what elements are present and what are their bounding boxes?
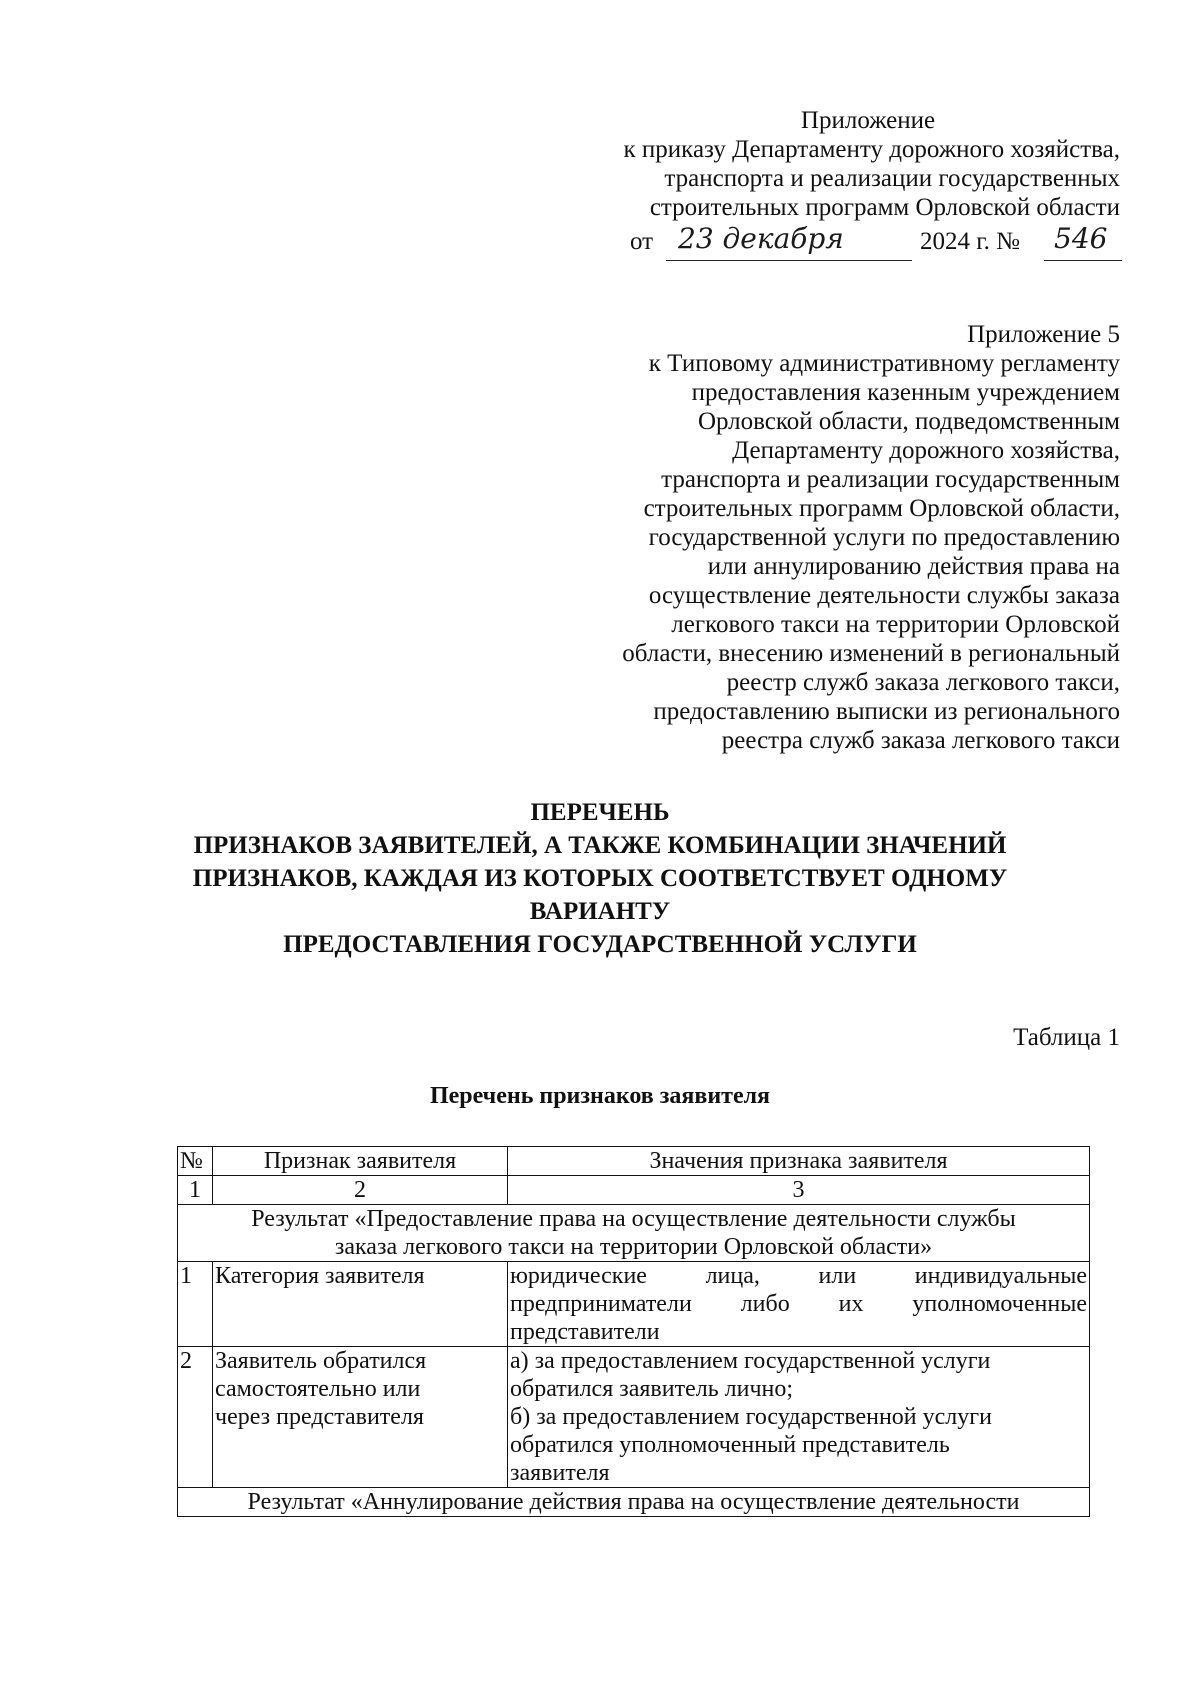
value-line: обратился уполномоченный представитель — [510, 1432, 950, 1458]
date-prefix: от — [630, 228, 654, 255]
feature-line: самостоятельно или — [215, 1376, 421, 1402]
appendix-5-line: Орловской области, подведомственным — [697, 408, 1120, 435]
table-row — [178, 1262, 1090, 1347]
appendix-5-line: Департаменту дорожного хозяйства, — [732, 437, 1120, 464]
appendix-5-reference — [580, 320, 1120, 755]
date-underline — [666, 260, 912, 261]
row-feature: Категория заявителя — [213, 1262, 508, 1347]
order-reference-title: Приложение — [800, 107, 936, 134]
order-date-line — [630, 222, 1122, 262]
appendix-5-line: к Типовому административному регламенту — [648, 350, 1120, 377]
order-reference-line: к приказу Департаменту дорожного хозяйства, — [623, 136, 1120, 163]
order-reference-line: строительных программ Орловской области — [649, 194, 1120, 221]
table-row — [178, 1347, 1090, 1488]
applicant-features-table — [177, 1146, 1090, 1517]
feature-line: Заявитель обратился — [215, 1348, 427, 1374]
section-title-line: Результат «Предоставление права на осуществление деятельности службы — [251, 1206, 1016, 1232]
table-title: Перечень признаков заявителя — [429, 1083, 771, 1109]
appendix-5-line: или аннулированию действия права на — [707, 553, 1120, 580]
appendix-5-line: предоставлению выписки из регионального — [653, 698, 1120, 725]
appendix-5-line: реестра служб заказа легкового такси — [721, 727, 1120, 754]
document-heading — [120, 796, 1080, 961]
section-row — [178, 1205, 1090, 1262]
heading-line: ВАРИАНТУ — [529, 898, 671, 925]
handwritten-date: 23 декабря — [678, 222, 844, 255]
value-line: предприниматели либо их уполномоченные — [510, 1291, 1087, 1317]
value-line: представители — [510, 1319, 660, 1345]
header-number: № — [178, 1147, 213, 1176]
column-number: 1 — [178, 1176, 213, 1205]
row-feature — [213, 1347, 508, 1488]
feature-line: через представителя — [215, 1404, 424, 1430]
value-line: обратился заявитель лично; — [510, 1376, 794, 1402]
heading-line: ПРИЗНАКОВ, КАЖДАЯ ИЗ КОТОРЫХ СООТВЕТСТВУЕТ ОДНОМУ — [192, 865, 1008, 892]
appendix-5-line: строительных программ Орловской области, — [643, 495, 1120, 522]
value-line: юридические лица, или индивидуальные — [510, 1263, 1087, 1289]
appendix-5-line: легкового такси на территории Орловской — [671, 611, 1120, 638]
table-header-row — [178, 1147, 1090, 1176]
handwritten-number: 546 — [1054, 222, 1108, 255]
section-title — [178, 1205, 1090, 1262]
value-line: а) за предоставлением государственной услуги — [510, 1348, 991, 1374]
number-underline — [1044, 260, 1122, 261]
row-number: 2 — [178, 1347, 213, 1488]
value-line: б) за предоставлением государственной услуги — [510, 1404, 992, 1430]
table-caption: Таблица 1 — [1013, 1024, 1120, 1051]
appendix-5-line: государственной услуги по предоставлению — [648, 524, 1120, 551]
heading-line: ПЕРЕЧЕНЬ — [530, 799, 670, 826]
row-values — [508, 1347, 1090, 1488]
appendix-5-line: предоставления казенным учреждением — [691, 379, 1120, 406]
appendix-5-line: транспорта и реализации государственным — [661, 466, 1120, 493]
order-reference — [560, 106, 1120, 222]
row-number: 1 — [178, 1262, 213, 1347]
appendix-5-line: осуществление деятельности службы заказа — [648, 582, 1120, 609]
section-title: Результат «Аннулирование действия права на осуществление деятельности — [178, 1488, 1090, 1517]
order-year: 2024 г. № — [920, 228, 1021, 255]
appendix-5-line: области, внесению изменений в региональный — [622, 640, 1120, 667]
column-number: 3 — [508, 1176, 1090, 1205]
heading-line: ПРЕДОСТАВЛЕНИЯ ГОСУДАРСТВЕННОЙ УСЛУГИ — [283, 931, 917, 958]
table-numbering-row — [178, 1176, 1090, 1205]
header-feature: Признак заявителя — [213, 1147, 508, 1176]
value-line: заявителя — [510, 1460, 610, 1486]
column-number: 2 — [213, 1176, 508, 1205]
section-title-line: заказа легкового такси на территории Орловской области» — [334, 1234, 933, 1260]
heading-line: ПРИЗНАКОВ ЗАЯВИТЕЛЕЙ, А ТАКЖЕ КОМБИНАЦИИ ЗНАЧЕНИЙ — [193, 832, 1007, 859]
section-row — [178, 1488, 1090, 1517]
header-values: Значения признака заявителя — [508, 1147, 1090, 1176]
row-values — [508, 1262, 1090, 1347]
appendix-5-line: реестр служб заказа легкового такси, — [726, 669, 1120, 696]
appendix-5-title: Приложение 5 — [967, 321, 1120, 348]
order-reference-line: транспорта и реализации государственных — [664, 165, 1120, 192]
